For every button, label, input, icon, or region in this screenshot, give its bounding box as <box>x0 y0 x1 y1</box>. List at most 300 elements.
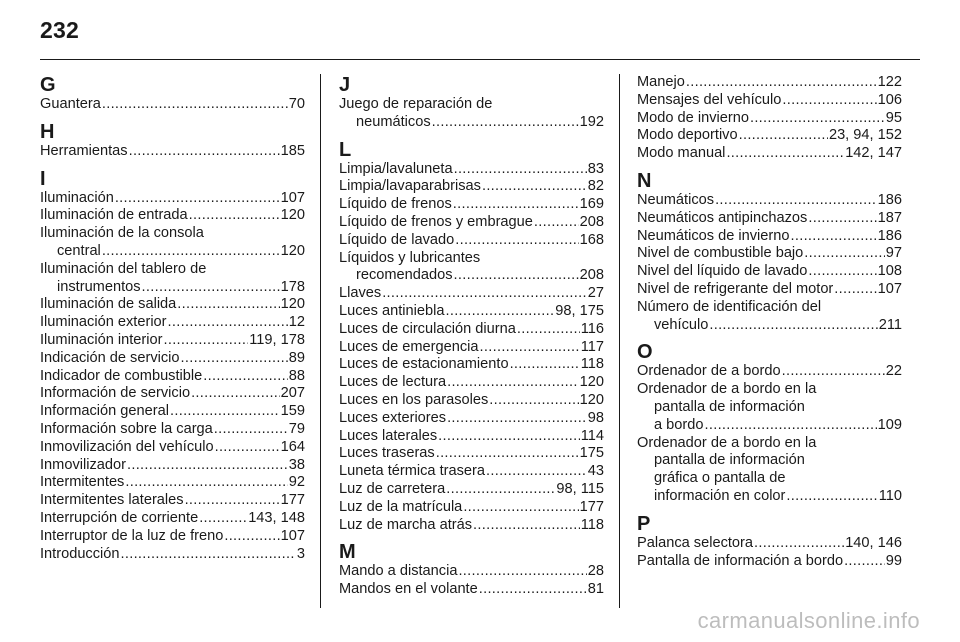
entry-line <box>40 243 305 261</box>
column-divider <box>619 74 620 608</box>
index-entry <box>339 96 604 132</box>
entry-line <box>637 470 902 488</box>
entry-term: Guantera <box>40 96 101 112</box>
entry-line <box>637 435 902 453</box>
entry-page-ref: 186 <box>877 191 902 208</box>
entry-line <box>339 581 604 599</box>
entry-term: Iluminación interior <box>40 331 163 348</box>
entry-line <box>637 210 902 228</box>
entry-page-ref: 120 <box>280 242 305 259</box>
dot-leader <box>215 439 280 457</box>
entry-term: Limpia/lavaluneta <box>339 160 453 177</box>
entry-page-ref: 98, 175 <box>555 302 604 319</box>
entry-term: Líquido de lavado <box>339 231 455 248</box>
entry-page-ref: 122 <box>877 74 902 90</box>
entry-line <box>339 410 604 428</box>
dot-leader <box>453 196 579 214</box>
index-entry <box>40 96 305 114</box>
entry-page-ref: 114 <box>580 427 604 444</box>
index-entry <box>40 143 305 161</box>
entry-line <box>637 381 902 399</box>
entry-term: Juego de reparación de <box>339 96 493 112</box>
entry-line <box>339 250 604 268</box>
entry-term: Intermitentes laterales <box>40 492 184 509</box>
entry-line <box>637 263 902 281</box>
dot-leader <box>686 74 877 92</box>
index-entry <box>637 127 902 145</box>
entry-term: central <box>57 242 101 259</box>
index-section <box>40 121 305 161</box>
index-entry <box>40 403 305 421</box>
entry-line <box>637 452 902 470</box>
entry-page-ref: 186 <box>877 227 902 244</box>
entry-line <box>339 563 604 581</box>
entry-line <box>637 92 902 110</box>
index-entry <box>339 232 604 250</box>
index-section <box>339 139 604 535</box>
index-entry <box>339 581 604 599</box>
entry-line <box>339 499 604 517</box>
entry-term: Limpia/lavaparabrisas <box>339 178 481 195</box>
entry-line <box>339 96 604 114</box>
section-letter: L <box>339 138 352 161</box>
entry-line <box>40 385 305 403</box>
dot-leader <box>191 385 280 403</box>
entry-term: Interrupción de corriente <box>40 509 199 526</box>
index-entry <box>637 110 902 128</box>
entry-term: Información general <box>40 403 169 420</box>
entry-term: a bordo <box>654 416 704 433</box>
dot-leader <box>510 356 580 374</box>
dot-leader <box>102 96 288 114</box>
entry-term: Interruptor de la luz de freno <box>40 527 224 544</box>
entry-page-ref: 208 <box>579 213 604 230</box>
dot-leader <box>446 481 555 499</box>
entry-page-ref: 38 <box>288 456 305 473</box>
entry-line <box>637 127 902 145</box>
index-entry <box>637 228 902 246</box>
index-entry <box>339 517 604 535</box>
entry-page-ref: 118 <box>580 356 604 373</box>
entry-term: Luces de estacionamiento <box>339 356 509 373</box>
dot-leader <box>129 143 280 161</box>
entry-term: Iluminación de la consola <box>40 225 204 242</box>
dot-leader <box>482 178 587 196</box>
entry-term: Modo deportivo <box>637 127 738 144</box>
entry-term: Introducción <box>40 545 120 562</box>
dot-leader <box>739 127 828 145</box>
entry-term: Ordenador de a bordo <box>637 363 781 380</box>
entry-line <box>637 417 902 435</box>
entry-page-ref: 108 <box>877 263 902 280</box>
entry-page-ref: 120 <box>579 391 604 408</box>
entry-page-ref: 118 <box>580 516 604 533</box>
entry-line <box>637 245 902 263</box>
entry-line <box>339 374 604 392</box>
index-entry <box>40 546 305 564</box>
entry-term: Manejo <box>637 74 685 90</box>
dot-leader <box>480 339 580 357</box>
dot-leader <box>804 245 884 263</box>
dot-leader <box>199 510 247 528</box>
entry-term: recomendados <box>356 267 453 284</box>
index-section <box>637 170 902 334</box>
entry-term: Modo manual <box>637 145 726 162</box>
dot-leader <box>168 314 288 332</box>
dot-leader <box>447 374 579 392</box>
section-letter: N <box>637 169 652 192</box>
index-entry <box>339 410 604 428</box>
entry-term: Luces de circulación diurna <box>339 320 516 337</box>
entry-page-ref: 164 <box>280 438 305 455</box>
index-entry <box>339 250 604 286</box>
index-entry <box>637 281 902 299</box>
entry-line <box>339 321 604 339</box>
entry-line <box>637 399 902 417</box>
dot-leader <box>455 232 578 250</box>
entry-term: pantalla de información <box>654 398 805 415</box>
index-entry <box>40 385 305 403</box>
entry-term: Luneta térmica trasera <box>339 463 486 480</box>
entry-line <box>339 392 604 410</box>
index-entry <box>339 321 604 339</box>
section-letter: P <box>637 512 651 535</box>
index-entry <box>40 439 305 457</box>
entry-term: Inmovilizador <box>40 456 126 473</box>
index-section <box>339 74 604 132</box>
entry-term: Luces laterales <box>339 427 438 444</box>
dot-leader <box>115 190 280 208</box>
entry-line <box>40 403 305 421</box>
entry-term: Luces exteriores <box>339 409 447 426</box>
index-section <box>637 341 902 505</box>
index-entry <box>339 356 604 374</box>
entry-line <box>40 190 305 208</box>
index-entry <box>40 190 305 208</box>
entry-term: Luces antiniebla <box>339 302 445 319</box>
entry-page-ref: 159 <box>280 403 305 420</box>
index-entry <box>637 74 902 92</box>
index-entry <box>637 210 902 228</box>
entry-page-ref: 175 <box>579 445 604 462</box>
entry-page-ref: 109 <box>877 416 902 433</box>
entry-line <box>339 481 604 499</box>
entry-line <box>339 214 604 232</box>
entry-term: vehículo <box>654 316 709 333</box>
entry-line <box>339 445 604 463</box>
dot-leader <box>382 285 587 303</box>
entry-page-ref: 107 <box>877 280 902 297</box>
entry-term: Luz de carretera <box>339 480 446 497</box>
entry-term: Ordenador de a bordo en la <box>637 381 817 398</box>
index-entry <box>339 428 604 446</box>
watermark: carmanualsonline.info <box>697 608 920 633</box>
entry-line <box>637 363 902 381</box>
index-entry <box>339 303 604 321</box>
entry-term: Iluminación exterior <box>40 314 167 331</box>
entry-term: Líquido de frenos <box>339 196 452 213</box>
entry-page-ref: 185 <box>280 142 305 159</box>
entry-page-ref: 177 <box>579 498 604 515</box>
entry-page-ref: 142, 147 <box>845 145 902 162</box>
entry-term: instrumentos <box>57 278 141 295</box>
entry-term: Luz de marcha atrás <box>339 516 473 533</box>
section-letter: G <box>40 74 56 96</box>
entry-term: Herramientas <box>40 142 128 159</box>
index-entry <box>40 314 305 332</box>
entry-page-ref: 95 <box>885 109 902 126</box>
entry-page-ref: 27 <box>587 285 604 302</box>
index-column-1 <box>40 74 305 570</box>
index-entry <box>637 145 902 163</box>
index-entry <box>339 374 604 392</box>
dot-leader <box>486 463 587 481</box>
entry-line <box>339 232 604 250</box>
entry-line <box>339 303 604 321</box>
index-entry <box>40 261 305 297</box>
index-entry <box>40 207 305 225</box>
entry-line <box>40 296 305 314</box>
dot-leader <box>473 517 580 535</box>
dot-leader <box>750 110 885 128</box>
entry-page-ref: 178 <box>280 278 305 295</box>
section-letter: I <box>40 167 46 190</box>
column-divider <box>320 74 321 608</box>
entry-term: Información de servicio <box>40 385 191 402</box>
entry-page-ref: 23, 94, 152 <box>828 127 902 144</box>
entry-line <box>40 528 305 546</box>
dot-leader <box>454 267 579 285</box>
dot-leader <box>479 581 587 599</box>
entry-page-ref: 120 <box>280 207 305 224</box>
dot-leader <box>458 563 586 581</box>
entry-term: Luces de emergencia <box>339 338 479 355</box>
entry-term: neumáticos <box>356 113 431 130</box>
entry-line <box>637 228 902 246</box>
index-entry <box>339 445 604 463</box>
dot-leader <box>121 546 296 564</box>
entry-term: Indicador de combustible <box>40 367 203 384</box>
index-entry <box>339 339 604 357</box>
dot-leader <box>791 228 877 246</box>
entry-term: Luz de la matrícula <box>339 498 463 515</box>
entry-page-ref: 208 <box>579 267 604 284</box>
entry-line <box>339 114 604 132</box>
index-entry <box>339 161 604 179</box>
entry-page-ref: 83 <box>587 160 604 177</box>
dot-leader <box>127 457 288 475</box>
entry-line <box>339 178 604 196</box>
entry-term: Neumáticos de invierno <box>637 227 790 244</box>
dot-leader <box>844 553 885 571</box>
entry-line <box>40 439 305 457</box>
entry-page-ref: 92 <box>288 474 305 491</box>
entry-term: Número de identificación del <box>637 298 822 315</box>
index-entry <box>637 299 902 335</box>
entry-line <box>40 457 305 475</box>
entry-term: Mensajes del vehículo <box>637 91 782 108</box>
header-rule <box>40 59 920 60</box>
index-column-2 <box>339 74 604 606</box>
index-entry <box>637 363 902 381</box>
dot-leader <box>705 417 877 435</box>
index-entry <box>637 435 902 506</box>
entry-page-ref: 192 <box>579 113 604 130</box>
entry-line <box>339 161 604 179</box>
entry-term: Iluminación de salida <box>40 296 177 313</box>
entry-term: Nivel de refrigerante del motor <box>637 280 834 297</box>
dot-leader <box>463 499 578 517</box>
section-letter: O <box>637 341 653 364</box>
index-section <box>40 168 305 564</box>
index-entry <box>637 553 902 571</box>
entry-page-ref: 177 <box>280 492 305 509</box>
entry-term: Modo de invierno <box>637 109 749 126</box>
index-entry <box>339 499 604 517</box>
dot-leader <box>436 445 579 463</box>
entry-term: Mandos en el volante <box>339 581 478 598</box>
dot-leader <box>447 410 587 428</box>
section-letter: J <box>339 74 351 96</box>
dot-leader <box>726 145 844 163</box>
entry-line <box>637 281 902 299</box>
entry-line <box>40 546 305 564</box>
entry-page-ref: 110 <box>878 487 902 504</box>
entry-page-ref: 106 <box>877 91 902 108</box>
entry-page-ref: 169 <box>579 196 604 213</box>
entry-term: Llaves <box>339 285 382 302</box>
dot-leader <box>454 161 587 179</box>
entry-page-ref: 120 <box>280 296 305 313</box>
entry-page-ref: 22 <box>885 363 902 380</box>
entry-page-ref: 98 <box>587 409 604 426</box>
entry-page-ref: 107 <box>280 527 305 544</box>
entry-line <box>339 196 604 214</box>
entry-page-ref: 43 <box>587 463 604 480</box>
entry-term: Iluminación <box>40 189 114 206</box>
entry-line <box>339 285 604 303</box>
dot-leader <box>445 303 554 321</box>
entry-page-ref: 82 <box>587 178 604 195</box>
dot-leader <box>125 474 287 492</box>
index-entry <box>339 285 604 303</box>
index-entry <box>40 421 305 439</box>
index-entry <box>339 214 604 232</box>
entry-line <box>40 332 305 350</box>
entry-line <box>637 299 902 317</box>
entry-line <box>40 279 305 297</box>
dot-leader <box>786 488 877 506</box>
index-entry <box>637 192 902 210</box>
index-entry <box>40 296 305 314</box>
dot-leader <box>177 296 279 314</box>
entry-page-ref: 211 <box>878 316 902 333</box>
entry-line <box>637 74 902 92</box>
entry-page-ref: 79 <box>288 420 305 437</box>
index-entry <box>40 492 305 510</box>
dot-leader <box>181 350 288 368</box>
entry-line <box>339 517 604 535</box>
entry-line <box>40 421 305 439</box>
entry-line <box>339 339 604 357</box>
entry-page-ref: 143, 148 <box>248 509 305 526</box>
entry-line <box>637 535 902 553</box>
index-entry <box>339 178 604 196</box>
dot-leader <box>142 279 280 297</box>
index-entry <box>637 381 902 434</box>
entry-line <box>339 428 604 446</box>
entry-term: Pantalla de información a bordo <box>637 552 844 569</box>
entry-page-ref: 3 <box>296 545 305 562</box>
index-entry <box>637 92 902 110</box>
index-section <box>637 513 902 571</box>
index-entry <box>40 332 305 350</box>
dot-leader <box>224 528 279 546</box>
entry-page-ref: 97 <box>885 245 902 262</box>
dot-leader <box>782 363 885 381</box>
entry-page-ref: 28 <box>587 563 604 580</box>
dot-leader <box>214 421 288 439</box>
entry-term: Palanca selectora <box>637 534 754 551</box>
dot-leader <box>808 210 876 228</box>
dot-leader <box>185 492 280 510</box>
entry-line <box>40 492 305 510</box>
entry-line <box>40 225 305 243</box>
entry-page-ref: 88 <box>288 367 305 384</box>
entry-term: Mando a distancia <box>339 563 458 580</box>
dot-leader <box>170 403 280 421</box>
index-entry <box>40 350 305 368</box>
section-letter: H <box>40 120 55 143</box>
entry-line <box>637 145 902 163</box>
entry-line <box>40 96 305 114</box>
entry-line <box>40 207 305 225</box>
entry-line <box>637 317 902 335</box>
dot-leader <box>834 281 876 299</box>
index-entry <box>637 245 902 263</box>
entry-term: Nivel de combustible bajo <box>637 245 804 262</box>
entry-line <box>637 192 902 210</box>
index-column-3 <box>637 74 902 577</box>
index-section <box>40 74 305 114</box>
entry-line <box>637 488 902 506</box>
dot-leader <box>517 321 580 339</box>
index-entry <box>637 263 902 281</box>
dot-leader <box>163 332 248 350</box>
index-entry <box>339 481 604 499</box>
entry-line <box>40 368 305 386</box>
entry-term: pantalla de información <box>654 452 805 469</box>
index-entry <box>40 225 305 261</box>
entry-line <box>40 314 305 332</box>
entry-line <box>339 267 604 285</box>
entry-page-ref: 116 <box>580 320 604 337</box>
entry-line <box>40 510 305 528</box>
index-entry <box>40 457 305 475</box>
entry-term: Nivel del líquido de lavado <box>637 263 808 280</box>
entry-line <box>339 463 604 481</box>
entry-line <box>40 350 305 368</box>
entry-line <box>40 261 305 279</box>
index-entry <box>339 563 604 581</box>
entry-page-ref: 81 <box>587 581 604 598</box>
entry-page-ref: 168 <box>579 231 604 248</box>
entry-term: Líquido de frenos y embrague <box>339 213 533 230</box>
dot-leader <box>715 192 877 210</box>
dot-leader <box>808 263 876 281</box>
dot-leader <box>203 368 288 386</box>
entry-page-ref: 98, 115 <box>556 480 604 497</box>
